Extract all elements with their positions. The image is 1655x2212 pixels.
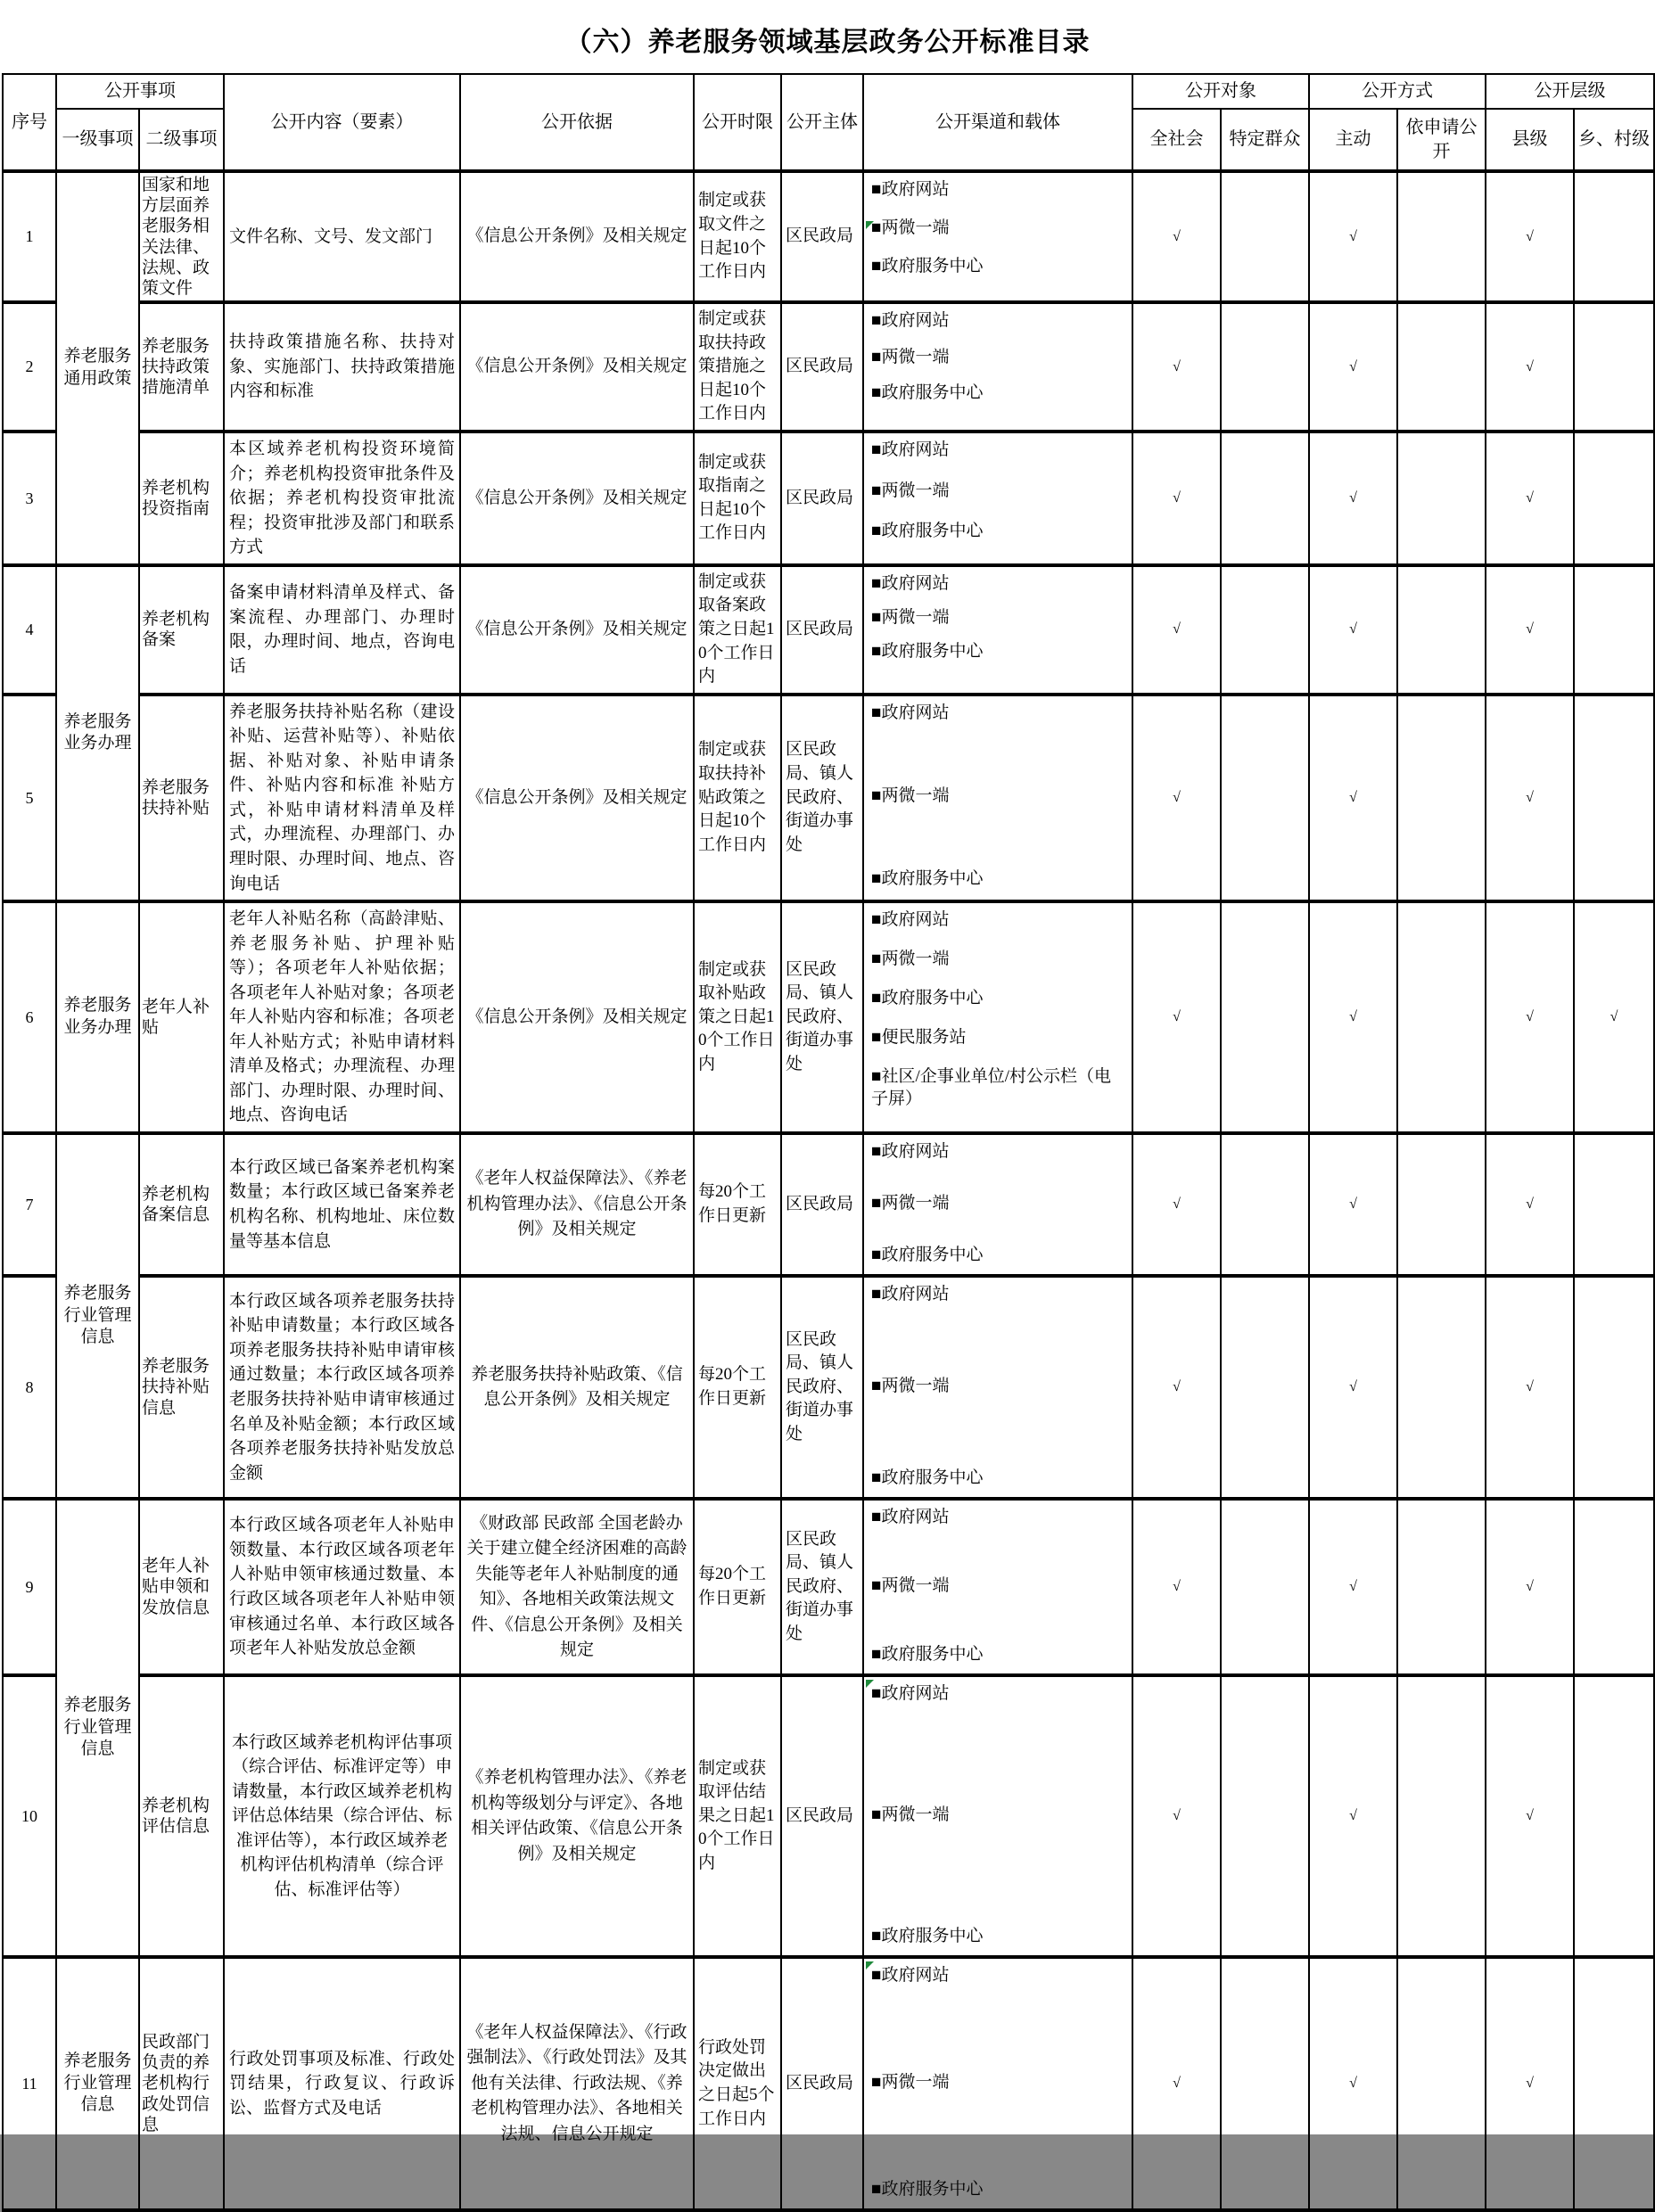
channel-item: ■两微一端 [871, 1576, 950, 1596]
cell-channels [863, 1133, 1132, 1276]
cell-disclosure-basis: 《老年人权益保障法》、《养老机构管理办法》、《信息公开条例》及相关规定 [460, 1133, 694, 1276]
header-method-request: 依申请公开 [1397, 109, 1486, 171]
cell-check-county-level: √ [1486, 432, 1574, 565]
channel-item: ■政府网站 [871, 311, 950, 331]
header-basis: 公开依据 [460, 74, 694, 171]
cell-disclosure-subject: 区民政局、镇人民政府、街道办事处 [781, 1499, 863, 1675]
cell-check-on-request [1397, 695, 1486, 901]
cell-check-on-request [1397, 1675, 1486, 1957]
cell-check-all-society: √ [1132, 1499, 1221, 1675]
cell-check-active: √ [1309, 1499, 1397, 1675]
cell-time-limit: 制定或获取文件之日起10个工作日内 [694, 171, 781, 302]
channel-item: ■政府服务中心 [871, 988, 984, 1007]
cell-disclosure-basis: 《财政部 民政部 全国老龄办关于建立健全经济困难的高龄 失能等老年人补贴制度的通知》、各地相关政策法规文件、《信息公开条例》及相关规定 [460, 1499, 694, 1675]
cell-second-level-item: 国家和地方层面养老服务相关法律、法规、政策文件 [139, 171, 224, 302]
cell-check-specific-group [1221, 695, 1309, 901]
table-row [3, 1499, 1654, 1675]
cell-second-level-item: 养老机构备案信息 [139, 1133, 224, 1276]
cell-check-specific-group [1221, 432, 1309, 565]
cell-channels [863, 171, 1132, 302]
channel-item: ■政府服务中心 [871, 1468, 984, 1488]
cell-row-number: 6 [3, 901, 56, 1133]
channel-item: ■政府服务中心 [871, 383, 984, 403]
cell-check-all-society: √ [1132, 1675, 1221, 1957]
cell-first-level-item: 养老服务业务办理 [56, 565, 139, 901]
cell-disclosure-content: 扶持政策措施名称、扶持对象、实施部门、扶持政策措施内容和标准 [224, 302, 460, 432]
cell-check-specific-group [1221, 901, 1309, 1133]
cell-disclosure-basis: 《信息公开条例》及相关规定 [460, 565, 694, 695]
cell-check-specific-group [1221, 1499, 1309, 1675]
cell-check-on-request [1397, 901, 1486, 1133]
cell-row-number: 4 [3, 565, 56, 695]
page-title: （六）养老服务领域基层政务公开标准目录 [564, 28, 1091, 57]
table-body [3, 171, 1654, 2210]
cell-channels [863, 1957, 1132, 2210]
channel-item: ■政府服务中心 [871, 257, 984, 276]
channel-item: ■政府服务中心 [871, 2180, 984, 2200]
cell-check-active: √ [1309, 171, 1397, 302]
cell-row-number: 5 [3, 695, 56, 901]
channel-list [871, 439, 1124, 543]
table-row [3, 901, 1654, 1133]
table-row [3, 1675, 1654, 1957]
cell-check-on-request [1397, 1276, 1486, 1499]
cell-disclosure-basis: 《信息公开条例》及相关规定 [460, 171, 694, 302]
cell-check-all-society: √ [1132, 1276, 1221, 1499]
cell-check-on-request [1397, 565, 1486, 695]
cell-time-limit: 制定或获取扶持政策措施之日起10个工作日内 [694, 302, 781, 432]
cell-channels [863, 565, 1132, 695]
cell-check-village-level [1574, 1675, 1654, 1957]
cell-channels [863, 1675, 1132, 1957]
cell-row-number: 7 [3, 1133, 56, 1276]
cell-check-all-society: √ [1132, 1133, 1221, 1276]
header-level: 公开层级 [1486, 74, 1654, 109]
cell-check-all-society: √ [1132, 171, 1221, 302]
cell-check-village-level [1574, 432, 1654, 565]
cell-channels [863, 901, 1132, 1133]
cell-check-county-level: √ [1486, 901, 1574, 1133]
channel-item: ■两微一端 [871, 785, 950, 805]
cell-check-county-level: √ [1486, 1133, 1574, 1276]
channel-item: ■政府服务中心 [871, 1645, 984, 1665]
channel-item: ■政府网站 [871, 573, 950, 593]
header-level-village: 乡、村级 [1574, 109, 1654, 171]
cell-check-county-level: √ [1486, 1499, 1574, 1675]
cell-check-all-society: √ [1132, 1957, 1221, 2210]
channel-item: ■两微一端 [871, 607, 950, 627]
cell-check-county-level: √ [1486, 1675, 1574, 1957]
cell-check-specific-group [1221, 302, 1309, 432]
cell-disclosure-basis: 养老服务扶持补贴政策、《信息公开条例》及相关规定 [460, 1276, 694, 1499]
cell-check-active: √ [1309, 901, 1397, 1133]
cell-check-village-level [1574, 1133, 1654, 1276]
channel-item: ■政府服务中心 [871, 642, 984, 662]
cell-check-county-level: √ [1486, 1276, 1574, 1499]
cell-check-active: √ [1309, 1276, 1397, 1499]
cell-time-limit: 行政处罚决定做出之日起5个工作日内 [694, 1957, 781, 2210]
cell-row-number: 10 [3, 1675, 56, 1957]
cell-check-on-request [1397, 1499, 1486, 1675]
cell-disclosure-subject: 区民政局 [781, 1675, 863, 1957]
cell-disclosure-basis: 《信息公开条例》及相关规定 [460, 695, 694, 901]
table-row [3, 1957, 1654, 2210]
channel-item: ■政府网站 [871, 1285, 950, 1303]
cell-second-level-item: 养老服务扶持政策措施清单 [139, 302, 224, 432]
cell-row-number: 11 [3, 1957, 56, 2210]
channel-item: ■政府服务中心 [871, 869, 984, 889]
cell-disclosure-subject: 区民政局 [781, 565, 863, 695]
cell-channels [863, 432, 1132, 565]
cell-disclosure-content: 行政处罚事项及标准、行政处罚结果，行政复议、行政诉讼、监督方式及电话 [224, 1957, 460, 2210]
cell-second-level-item: 老年人补贴申领和发放信息 [139, 1499, 224, 1675]
cell-check-all-society: √ [1132, 695, 1221, 901]
cell-time-limit: 制定或获取评估结果之日起10个工作日内 [694, 1675, 781, 1957]
cell-check-specific-group [1221, 1276, 1309, 1499]
channel-item: ■政府网站 [871, 1142, 950, 1161]
cell-check-village-level [1574, 695, 1654, 901]
cell-check-on-request [1397, 302, 1486, 432]
header-audience-specific: 特定群众 [1221, 109, 1309, 171]
cell-check-on-request [1397, 432, 1486, 565]
channel-item: ■政府网站 [871, 440, 950, 459]
header-audience-all: 全社会 [1132, 109, 1221, 171]
cell-disclosure-content: 本行政区域各项养老服务扶持补贴申请数量；本行政区域各项养老服务扶持补贴申请审核通过数量；本行政区域各项养老服务扶持补贴申请审核通过名单及补贴金额；本行政区域各项养老服务扶持补贴发放总金额 [224, 1276, 460, 1499]
cell-disclosure-subject: 区民政局 [781, 171, 863, 302]
cell-check-on-request [1397, 1957, 1486, 2210]
cell-check-all-society: √ [1132, 302, 1221, 432]
header-level1: 一级事项 [56, 109, 139, 171]
table-row [3, 302, 1654, 432]
cell-disclosure-basis: 《老年人权益保障法》、《行政强制法》、《行政处罚法》及其他有关法律、行政法规、《养老机构管理办法》、各地相关法规、信息公开规定 [460, 1957, 694, 2210]
cell-check-all-society: √ [1132, 565, 1221, 695]
cell-second-level-item: 养老机构投资指南 [139, 432, 224, 565]
cell-check-on-request [1397, 1133, 1486, 1276]
channel-item: ■政府服务中心 [871, 1246, 984, 1265]
cell-disclosure-subject: 区民政局 [781, 1957, 863, 2210]
cell-row-number: 3 [3, 432, 56, 565]
cell-check-active: √ [1309, 565, 1397, 695]
cell-disclosure-content: 本区域养老机构投资环境简介；养老机构投资审批条件及依据；养老机构投资审批流程；投资审批涉及部门和联系方式 [224, 432, 460, 565]
channel-item: ■两微一端 [871, 218, 950, 238]
cell-check-village-level [1574, 1499, 1654, 1675]
channel-list [871, 178, 1124, 278]
cell-check-active: √ [1309, 1957, 1397, 2210]
cell-check-specific-group [1221, 1675, 1309, 1957]
cell-check-county-level: √ [1486, 171, 1574, 302]
cell-disclosure-subject: 区民政局 [781, 432, 863, 565]
cell-check-active: √ [1309, 695, 1397, 901]
cell-disclosure-subject: 区民政局 [781, 302, 863, 432]
cell-time-limit: 制定或获取补贴政策之日起10个工作日内 [694, 901, 781, 1133]
cell-check-all-society: √ [1132, 432, 1221, 565]
channel-list [871, 1140, 1124, 1267]
channel-item: ■社区/企事业单位/村公示栏（电子屏） [871, 1066, 1112, 1109]
cell-time-limit: 制定或获取指南之日起10个工作日内 [694, 432, 781, 565]
cell-disclosure-content: 本行政区域已备案养老机构案数量；本行政区域已备案养老机构名称、机构地址、床位数量等基本信息 [224, 1133, 460, 1276]
header-audience: 公开对象 [1132, 74, 1309, 109]
cell-disclosure-content: 备案申请材料清单及样式、备案流程、办理部门、办理时限，办理时间、地点，咨询电话 [224, 565, 460, 695]
cell-check-village-level [1574, 565, 1654, 695]
cell-disclosure-subject: 区民政局、镇人民政府、街道办事处 [781, 1276, 863, 1499]
cell-check-active: √ [1309, 432, 1397, 565]
cell-disclosure-content: 文件名称、文号、发文部门 [224, 171, 460, 302]
cell-check-active: √ [1309, 302, 1397, 432]
table-row [3, 1276, 1654, 1499]
cell-check-specific-group [1221, 171, 1309, 302]
cell-check-on-request [1397, 171, 1486, 302]
cell-second-level-item: 养老机构备案 [139, 565, 224, 695]
cell-disclosure-basis: 《信息公开条例》及相关规定 [460, 432, 694, 565]
cell-check-village-level [1574, 171, 1654, 302]
cell-second-level-item: 养老服务扶持补贴 [139, 695, 224, 901]
cell-row-number: 1 [3, 171, 56, 302]
cell-check-active: √ [1309, 1133, 1397, 1276]
channel-list [871, 1964, 1124, 2201]
channel-item: ■两微一端 [871, 1377, 950, 1396]
cell-channels [863, 302, 1132, 432]
cell-time-limit: 每20个工作日更新 [694, 1276, 781, 1499]
header-matter: 公开事项 [56, 74, 224, 109]
cell-check-specific-group [1221, 1957, 1309, 2210]
cell-check-specific-group [1221, 565, 1309, 695]
channel-item: ■政府网站 [871, 703, 950, 722]
channel-item: ■两微一端 [871, 1194, 950, 1213]
cell-disclosure-content: 本行政区域各项老年人补贴申领数量、本行政区域各项老年人补贴申领审核通过数量、本行政区域各项老年人补贴申领审核通过名单、本行政区域各项老年人补贴发放总金额 [224, 1499, 460, 1675]
header-content: 公开内容（要素） [224, 74, 460, 171]
channel-list [871, 909, 1124, 1111]
cell-second-level-item: 民政部门负责的养老机构行政处罚信息 [139, 1957, 224, 2210]
channel-item: ■两微一端 [871, 2073, 950, 2093]
cell-check-county-level: √ [1486, 695, 1574, 901]
table-row [3, 171, 1654, 302]
channel-list [871, 1506, 1124, 1666]
cell-channels [863, 1499, 1132, 1675]
channel-item: ■政府网站 [871, 910, 950, 930]
cell-disclosure-subject: 区民政局 [781, 1133, 863, 1276]
channel-item: ■政府网站 [871, 180, 950, 199]
table-row [3, 565, 1654, 695]
cell-check-village-level: √ [1574, 901, 1654, 1133]
header-level-county: 县级 [1486, 109, 1574, 171]
disclosure-standards-table [2, 73, 1655, 2212]
cell-time-limit: 每20个工作日更新 [694, 1499, 781, 1675]
channel-item: ■便民服务站 [871, 1027, 967, 1047]
cell-first-level-item: 养老服务行业管理信息 [56, 1499, 139, 1957]
table-header [3, 74, 1654, 171]
cell-check-all-society: √ [1132, 901, 1221, 1133]
cell-disclosure-subject: 区民政局、镇人民政府、街道办事处 [781, 901, 863, 1133]
cell-disclosure-content: 养老服务扶持补贴名称（建设补贴、运营补贴等）、补贴依据、补贴对象、补贴申请条件、补贴内容和标准 补贴方式，补贴申请材料清单及样式，办理流程、办理部门、办理时限、办理时间、地点、咨询电话 [224, 695, 460, 901]
channel-list [871, 1283, 1124, 1490]
cell-check-village-level [1574, 302, 1654, 432]
channel-item: ■政府服务中心 [871, 522, 984, 541]
cell-first-level-item: 养老服务行业管理信息 [56, 1957, 139, 2210]
channel-list [871, 1682, 1124, 1948]
table-row [3, 695, 1654, 901]
cell-first-level-item: 养老服务通用政策 [56, 171, 139, 565]
header-level2: 二级事项 [139, 109, 224, 171]
header-no: 序号 [3, 74, 56, 171]
cell-time-limit: 每20个工作日更新 [694, 1133, 781, 1276]
cell-disclosure-subject: 区民政局、镇人民政府、街道办事处 [781, 695, 863, 901]
cell-disclosure-basis: 《信息公开条例》及相关规定 [460, 302, 694, 432]
cell-row-number: 9 [3, 1499, 56, 1675]
channel-item: ■两微一端 [871, 1805, 950, 1825]
table-row [3, 1133, 1654, 1276]
channel-item: ■政府网站 [871, 1966, 950, 1985]
cell-time-limit: 制定或获取扶持补贴政策之日起10个工作日内 [694, 695, 781, 901]
cell-time-limit: 制定或获取备案政策之日起10个工作日内 [694, 565, 781, 695]
cell-first-level-item: 养老服务行业管理信息 [56, 1133, 139, 1499]
channel-item: ■政府网站 [871, 1684, 950, 1703]
channel-item: ■政府服务中心 [871, 1927, 984, 1946]
header-method: 公开方式 [1309, 74, 1486, 109]
cell-channels [863, 1276, 1132, 1499]
channel-item: ■两微一端 [871, 481, 950, 500]
channel-list [871, 572, 1124, 663]
cell-channels [863, 695, 1132, 901]
cell-check-specific-group [1221, 1133, 1309, 1276]
channel-list [871, 309, 1124, 405]
channel-item: ■政府网站 [871, 1508, 950, 1526]
cell-row-number: 2 [3, 302, 56, 432]
channel-item: ■两微一端 [871, 347, 950, 366]
header-method-active: 主动 [1309, 109, 1397, 171]
cell-disclosure-content: 老年人补贴名称（高龄津贴、养老服务补贴、护理补贴等）；各项老年人补贴依据；各项老年人补贴对象；各项老年人补贴内容和标准；各项老年人补贴方式；补贴申请材料清单及格式；办理流程、办理部门、办理时限、办理时间、地点、咨询电话 [224, 901, 460, 1133]
channel-item: ■两微一端 [871, 950, 950, 968]
cell-check-village-level [1574, 1957, 1654, 2210]
cell-second-level-item: 养老服务扶持补贴信息 [139, 1276, 224, 1499]
cell-first-level-item: 养老服务业务办理 [56, 901, 139, 1133]
channel-list [871, 702, 1124, 891]
cell-check-county-level: √ [1486, 1957, 1574, 2210]
table-row [3, 432, 1654, 565]
cell-row-number: 8 [3, 1276, 56, 1499]
cell-disclosure-content: 本行政区域养老机构评估事项（综合评估、标准评定等）申请数量，本行政区域养老机构评估总体结果（综合评估、标准评估等），本行政区域养老机构评估机构清单（综合评估、标准评估等） [224, 1675, 460, 1957]
cell-second-level-item: 老年人补贴 [139, 901, 224, 1133]
cell-check-county-level: √ [1486, 565, 1574, 695]
cell-disclosure-basis: 《养老机构管理办法》、《养老机构等级划分与评定》、各地相关评估政策、《信息公开条例》及相关规定 [460, 1675, 694, 1957]
header-time-limit: 公开时限 [694, 74, 781, 171]
cell-check-village-level [1574, 1276, 1654, 1499]
header-subject: 公开主体 [781, 74, 863, 171]
cell-check-county-level: √ [1486, 302, 1574, 432]
cell-disclosure-basis: 《信息公开条例》及相关规定 [460, 901, 694, 1133]
header-channels: 公开渠道和载体 [863, 74, 1132, 171]
cell-second-level-item: 养老机构评估信息 [139, 1675, 224, 1957]
cell-check-active: √ [1309, 1675, 1397, 1957]
